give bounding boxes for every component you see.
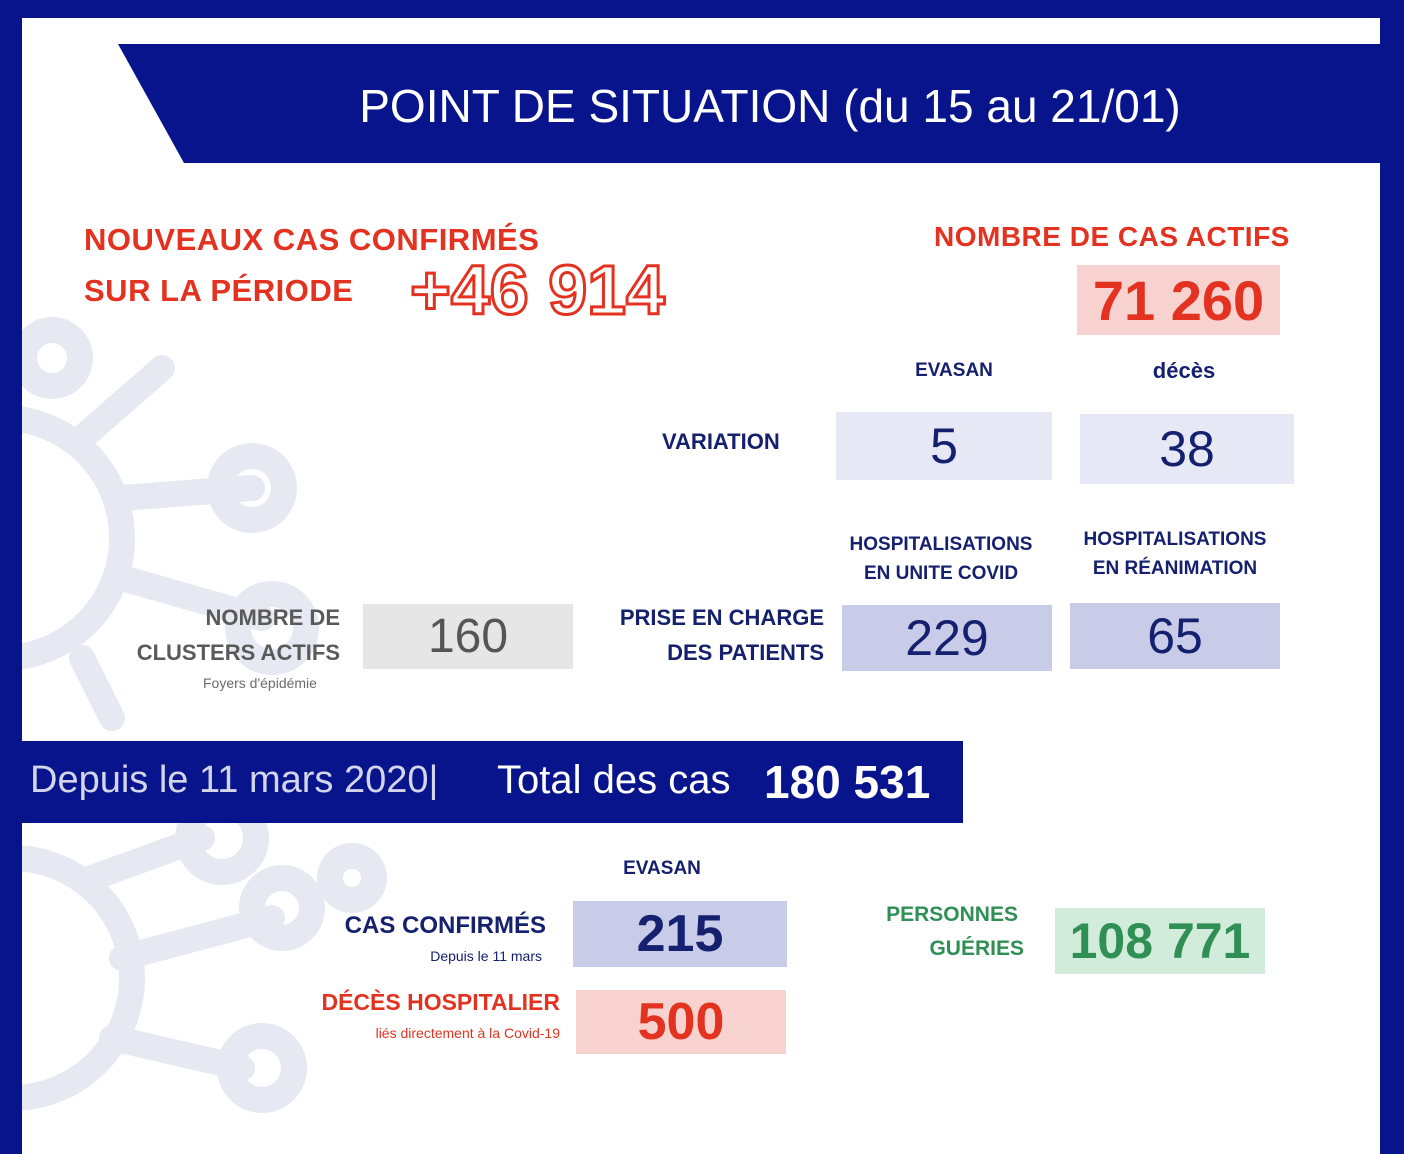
clusters-value: 160 [363, 604, 573, 669]
icu-value: 65 [1070, 603, 1280, 669]
covid-unit-label-line1: HOSPITALISATIONS [849, 534, 1033, 555]
variation-evasan-label: EVASAN [915, 360, 993, 381]
cumulative-evasan-label: EVASAN [623, 858, 701, 879]
deaths-value: 500 [576, 990, 786, 1054]
active-cases-label: NOMBRE DE CAS ACTIFS [934, 221, 1290, 252]
clusters-label-line1: NOMBRE DE [205, 605, 340, 630]
variation-evasan-value: 5 [836, 412, 1052, 480]
icu-label-line2: EN RÉANIMATION [1092, 558, 1258, 579]
variation-deces-label: décès [1152, 358, 1216, 383]
recovered-value: 108 771 [1055, 908, 1265, 974]
deaths-label: DÉCÈS HOSPITALIER [321, 989, 560, 1015]
clusters-label-line2: CLUSTERS ACTIFS [136, 640, 340, 665]
total-since: Depuis le 11 mars 2020| [30, 759, 439, 801]
confirmed-caption: Depuis le 11 mars [430, 948, 542, 964]
covid-unit-value: 229 [842, 605, 1052, 671]
recovered-label-line2: GUÉRIES [929, 937, 1024, 960]
new-cases-value: +46 914 [410, 251, 665, 329]
variation-deces-value: 38 [1080, 414, 1294, 484]
clusters-caption: Foyers d'épidémie [203, 675, 317, 691]
new-cases-label-line2: SUR LA PÉRIODE [84, 273, 354, 308]
care-label-line2: DES PATIENTS [667, 640, 824, 665]
active-cases-value: 71 260 [1077, 265, 1280, 335]
total-value: 180 531 [764, 756, 931, 808]
page-title: POINT DE SITUATION (du 15 au 21/01) [359, 80, 1181, 132]
covid-unit-label-line2: EN UNITE COVID [863, 563, 1019, 584]
recovered-label-line1: PERSONNES [886, 903, 1018, 926]
confirmed-value: 215 [573, 901, 787, 967]
icu-label-line1: HOSPITALISATIONS [1083, 529, 1267, 550]
confirmed-label: CAS CONFIRMÉS [344, 912, 546, 939]
new-cases-label-line1: NOUVEAUX CAS CONFIRMÉS [84, 222, 540, 257]
total-label: Total des cas [497, 758, 731, 802]
variation-label: VARIATION [662, 429, 780, 454]
deaths-caption: liés directement à la Covid-19 [375, 1025, 560, 1041]
virus-decoration [22, 18, 442, 1154]
care-label-line1: PRISE EN CHARGE [619, 605, 824, 630]
infographic-card [22, 18, 1380, 1154]
